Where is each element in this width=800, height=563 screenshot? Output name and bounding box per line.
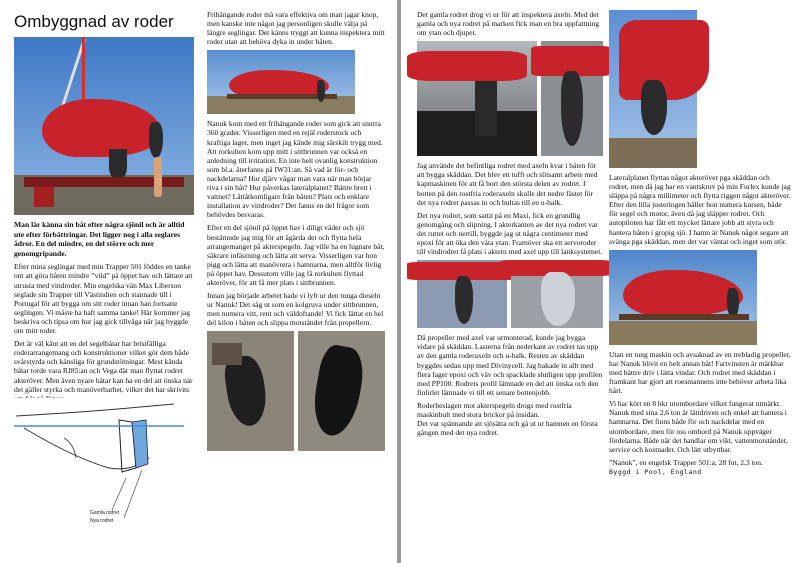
left-page-column-2 xyxy=(207,10,385,555)
photo-skeg-cut xyxy=(541,41,603,156)
article-title: Ombyggnad av roder xyxy=(14,12,174,31)
left-page xyxy=(0,0,397,563)
body-paragraph: Vi har kört en 8 hkr utombordare vilket fungerat utmärkt. Nanuk med sina 2,6 ton är lättdriven och enkel att hantera i hamnarna. Det finns både för och nackdelar med en utombordare, men för oss ombord på Nanuk uppväger fördelarna. Både när det handlar om vikt, vattenmotståndet, service och kostnader. Och lätt utbyttbar. xyxy=(609,399,788,454)
photo-rudder-work-1 xyxy=(417,260,507,328)
body-paragraph: Roderbeslagen mot akterspegeln drogs med rostfria maskinbult med stora brickor på insidan. Det var spännande att sjösätta och gå ut ur hamnen en första gången med det nya rodret. xyxy=(417,400,598,438)
photo-new-rudder-on-ground xyxy=(298,331,385,451)
body-paragraph: Det gamla rodret drog vi ur för att inspektera axeln. Med det gamla och nya rodret på marken fick man en bra uppfattning om ytan och djupet. xyxy=(417,10,600,38)
photo-boat-in-yard xyxy=(207,50,355,114)
body-paragraph: Innan jag började arbetet hade vi lyft ur den tunga dieseln ur Nanuk! Det såg ut som en kolgruva under sittbrunnen, men numera vitt, rent och väldoftande! Vi fick lättat en hel del kilon i båten och slippa motståndet från propellern. xyxy=(207,291,384,328)
right-page-column-2 xyxy=(609,10,791,555)
body-paragraph: Utan en tung maskin och avsaknad av en trebladig propeller, har Nanuk blivit en helt annan båt! Fartvinsten är märkbar med bättre driv i lätta vindar. Och rodret med skäddan i framkant har gjort att roesmannens inte behöver arbeta lika hårt. xyxy=(609,349,791,396)
photo-boat-new-rudder-full xyxy=(609,250,757,345)
article-lead: Man lär känna sin båt efter några sjönil och är alltid ute efter förbättringar. Det ligger nog i alla seglares ådror. En del mindre, en del större och mer genomgripande. xyxy=(14,220,185,258)
boat-signature: ”Nanuk”, en engelsk Trapper 501:a, 28 fot, 2,3 ton. xyxy=(609,457,763,467)
diagram-label-old-rudder xyxy=(90,510,120,516)
body-paragraph: Det är väl känt att en del segelbåtar har bristfälliga roderarrangemang och konstruktioner vilket gör dem både svårstyrda och känsliga för grundstötningar. Mest kända båtar torde vara RJ85:an och Vega där man flyttat rodret akteröver. Men även nyare båtar kan ha en del att önska när det gäller styrka och manöverbarhet, vilket det har skrivits xyxy=(14,339,193,394)
body-paragraph: Nanuk kom med ett frihängande roder som gick att snurra 360 grader. Visserligen med en rejäl roderstock och kraftiga lager, men inget jag kände mig särskilt trygg med. Att rorkulten kom upp mitt i sittbrunnen var också en anledning till irritation. En inte helt ovanlig konstruktion som bl.a. återfanns på IW31:an. Så vad är för- och nackdelarna? Hur djärv vågar man vara när man börjar riva i sin båt? Hur påverkas lateralplanet? Bättre brett i vattnet? Låttåtkomligare från båten? Plats och enklare installation av vindroder? Det fanns en del frågor som behövdes besvaras. xyxy=(207,119,383,220)
right-page xyxy=(401,0,800,563)
body-paragraph: Då propeller med axel var urmonterad, kunde jag bygga vidare på skäddan. Lasterna från nederkant av rodret tas upp av den gamla roderaxeln och u-balk. Resten av skäddan byggdes sedan upp med Divinycell. Jag bakade in allt med flera lager epoxi och väv och spacklade slutligen upp profilen med PP100. Rodrets profil lämnade en del att önska och den finlirlet lämnade vi till ett senare bottenjobb. xyxy=(417,333,603,397)
body-paragraph: Jag använde det befintliga rodret med axeln kvar i båten för att bygga skäddan. Det blev ett tufft och slitsamt arbete med kapmaskinen för att få bort den största delen av rodret. I botten på den rostfria roderaxeln skulle det nedre fästet för det nya rodret passas in och bultas till en u-balk. xyxy=(417,161,598,207)
photo-old-rudder-on-ground xyxy=(207,331,294,451)
rudder-diagram xyxy=(14,398,184,533)
diagram-label-new-rudder xyxy=(90,518,114,524)
photo-row-rudder-work xyxy=(417,260,603,333)
rudder-diagram-drawing xyxy=(14,398,184,533)
right-page-column-1 xyxy=(417,10,603,555)
photo-row-rudders-on-ground xyxy=(207,331,385,456)
body-paragraph: Det nya rodret, som sattit på en Maxi, fick en grundlig genomgång och slipning. I akterkanten av det nya rodret var det ruttet och nertill, byggde jag ut några centimeter med epoxi för att öka den våta ytan. Framöver ska ett servoroder till vindrodret få plats i aktern med axel upp till lanksystemet. xyxy=(417,210,603,257)
photo-boat-on-trailer xyxy=(14,37,194,215)
boat-credit: Byggd i Pool, England xyxy=(609,467,702,476)
photo-rudder-work-2 xyxy=(511,260,603,328)
left-page-column-1 xyxy=(14,12,194,557)
photo-row-rudder-removal xyxy=(417,41,603,161)
svg-text:Gamla rodret: Gamla rodret xyxy=(90,510,120,517)
svg-text:Nya rodret: Nya rodret xyxy=(90,518,114,525)
body-paragraph: Frihängande roder må vara effektiva om man jagar knop, men kanske inte något jag personligen skulle välja på längre seglingar. Det känns tryggt att kunna inspektera mitt roder utan att behöva dyka in under båten. xyxy=(207,10,385,47)
body-paragraph: Lateralplanet flyttas något akteröver pga skäddan och rodret, men då jag har en vantskruv på min Furlex kunde jag släppa på några millimeter och flytta riggen något akteröver. Efter den lilla justeringen håller hon numera kursen, både för segel och motor, även då jag släpper rodret. Och autopiloten har fått ett mycket lättare jobb att styra och hantera båten i gropig sjö. I hamn är Nanuk något segare att svänga pga skäddan, men det var väntat och inget som stör. xyxy=(609,173,791,246)
photo-removed-rudder xyxy=(417,41,537,156)
photo-new-rudder-mounted xyxy=(609,10,697,168)
body-paragraph: Efter en del sjönil på öppet hav i diligt väder och sjö bestämnde jag mig för att ägärda det och flytta hela arrangemanget på akterspegeln. Jag ville ha en lugnare båt, säkrare infästning och lätta att serva. Visserligen var hon pigg och lätta att manövrera i hamnarna, men alltför livlig på öppet hav. Dessutom ville jag få rorkulten flyttad akteröver, för att få mer plats i sittbrunnen. xyxy=(207,223,385,287)
body-paragraph: Efter mina seglingar med min Trapper 501 föddes en tanke om att göra båten mindre ”vild” på öppet hav och lättare att utrusta med vindroder. Min engelska vän Max Liberson seglade sin Trapper till Västindien och stannade till i Portugal för att bygga om sitt roder innan han fortsatte seglingen. Vi måste ha haft samma tanke! Här kommer jag beskriva och tipsa om hur jag gick tillväga när jag byggde om mitt roder. xyxy=(14,262,193,336)
